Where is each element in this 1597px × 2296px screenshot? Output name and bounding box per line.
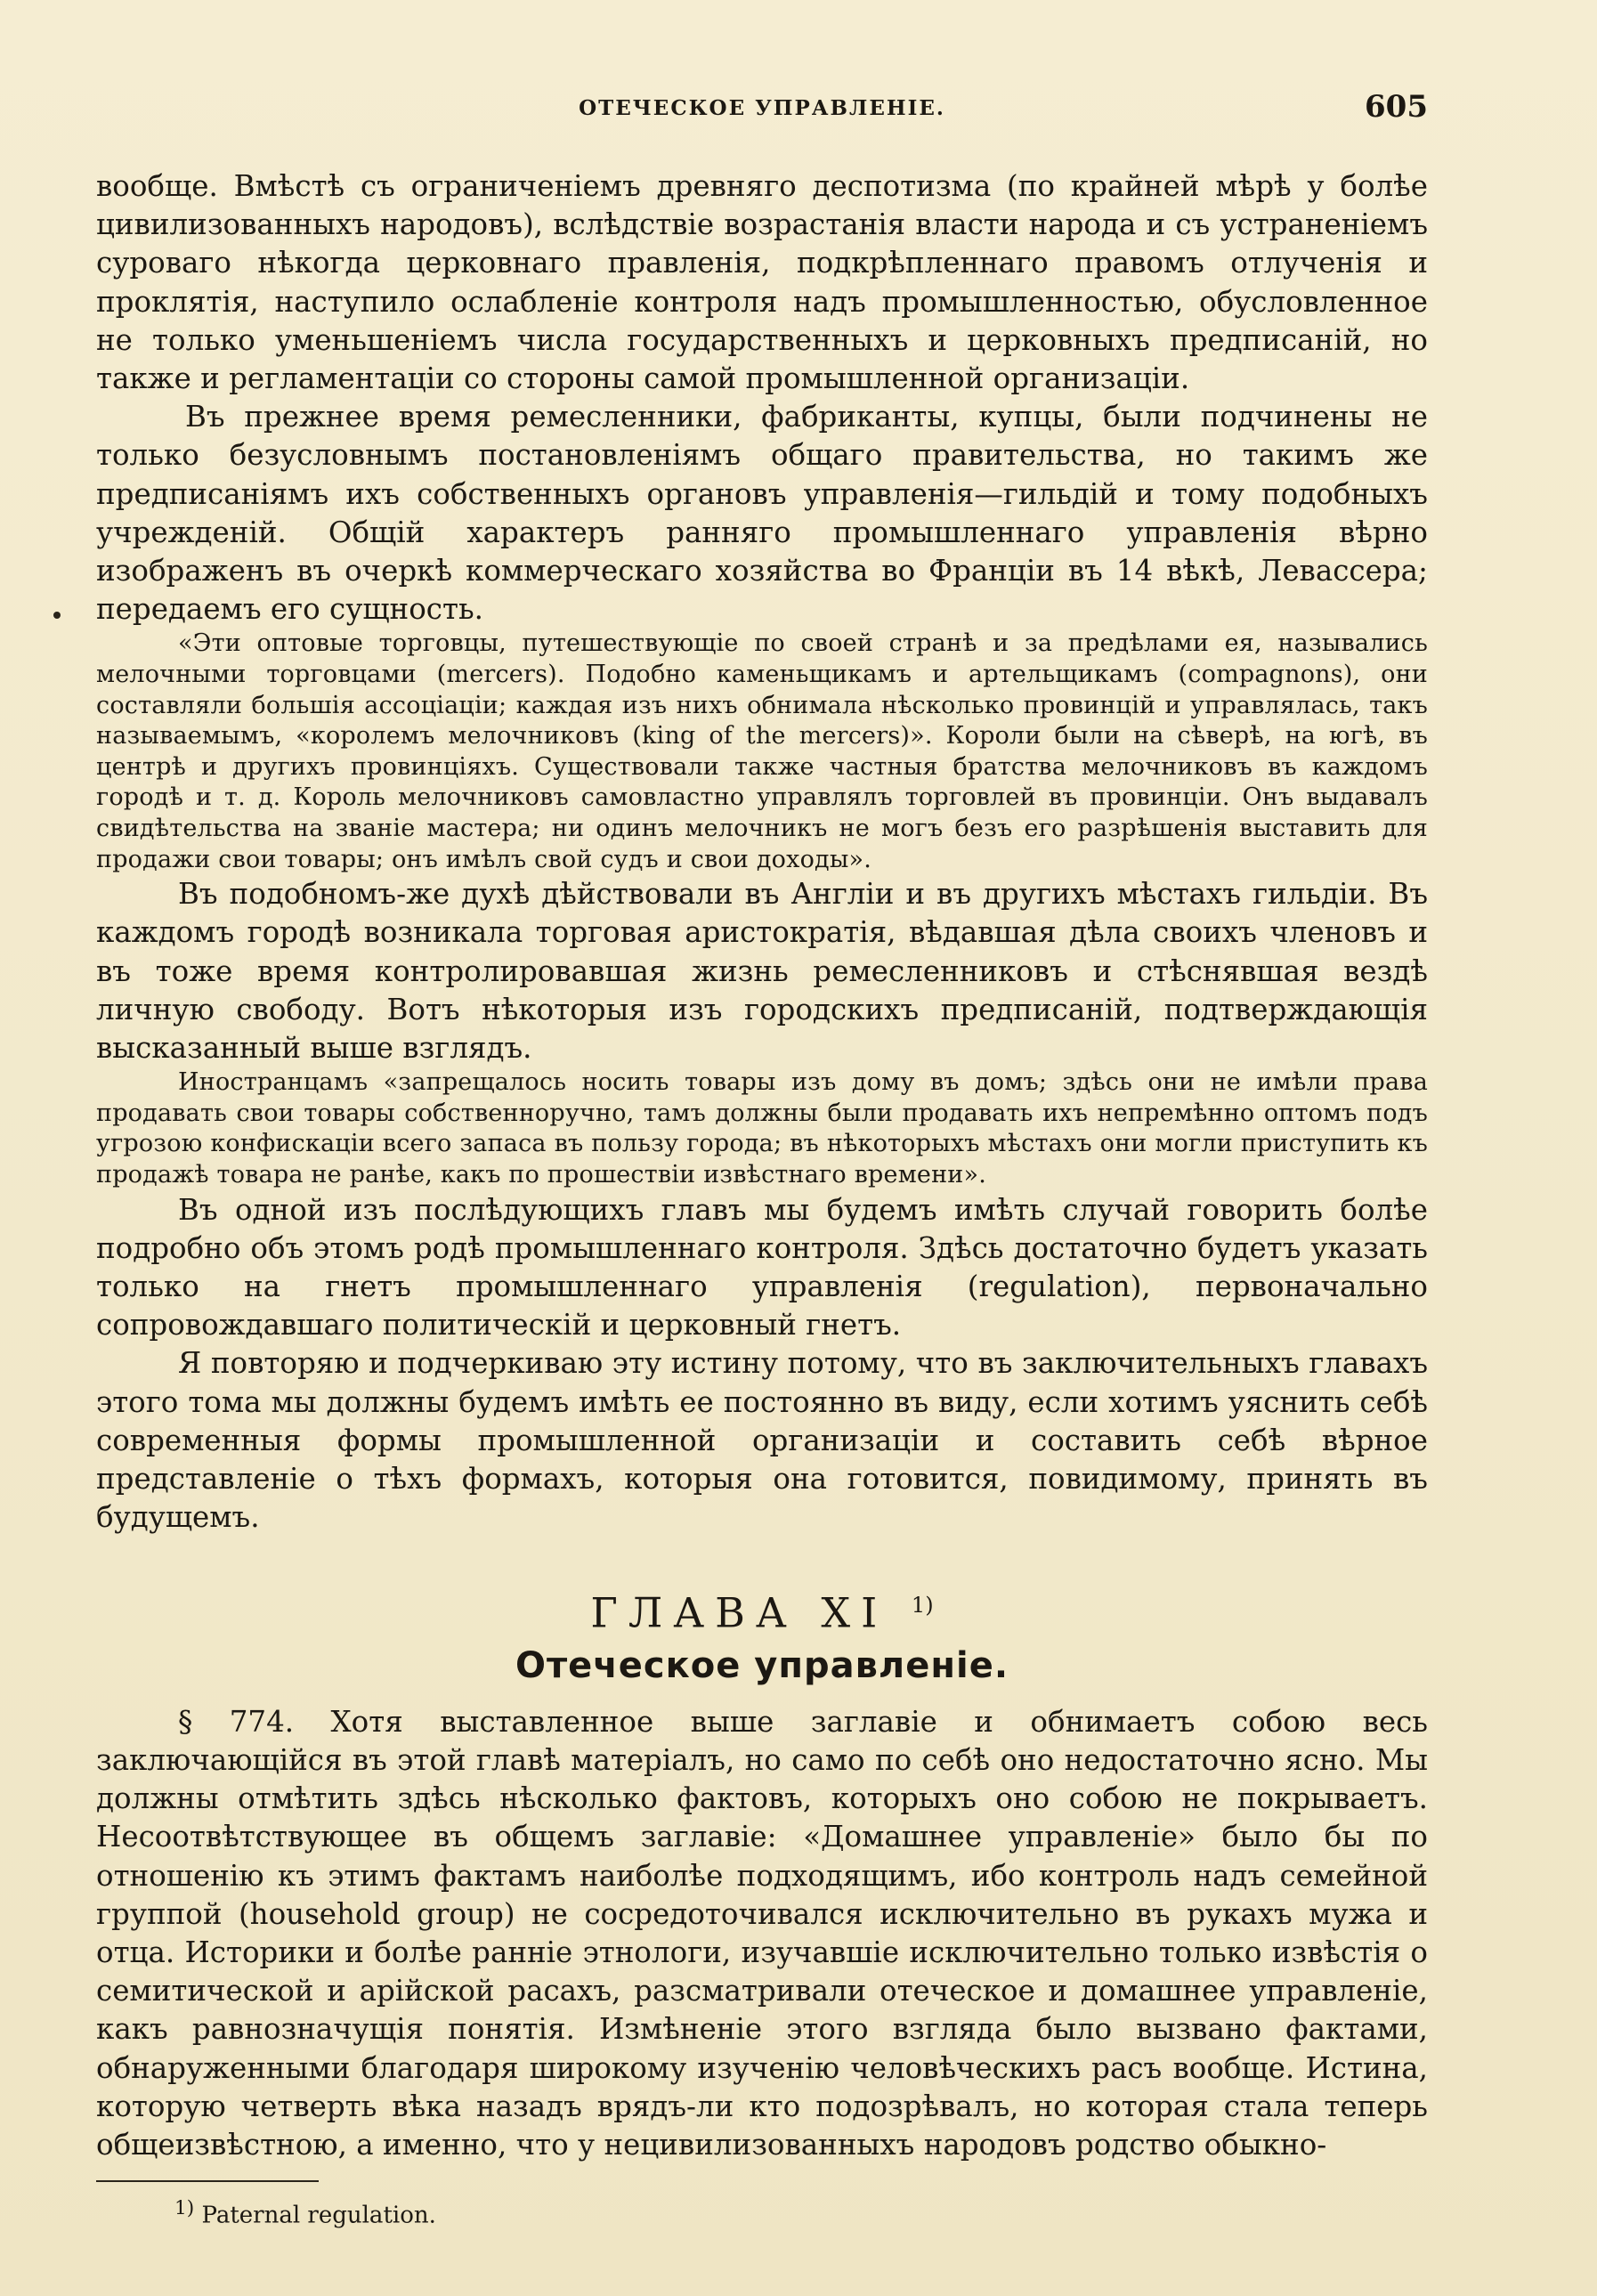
paragraph-england-guilds: Въ подобномъ-же духѣ дѣйствовали въ Англіи и въ другихъ мѣстахъ гильдіи. Въ каждомъ городѣ возникала торговая аристократія, вѣдавшая дѣла своихъ членовъ и въ тоже время контролировавшая жизнь ремесленниковъ и стѣснявшая вездѣ личную свободу. Вотъ нѣкоторыя изъ городскихъ предписаній, подтверждающія высказанный выше взглядъ. bbox=[96, 877, 1428, 1065]
footnote-marker: 1) bbox=[174, 2197, 195, 2220]
chapter-title-text: ГЛАВА XI bbox=[590, 1588, 888, 1637]
chapter-subtitle: Отеческое управленіе. bbox=[515, 1644, 1009, 1686]
paragraph-emphasis: Я повторяю и подчеркиваю эту истину потому, что въ заключительныхъ главахъ этого тома мы должны будемъ имѣть ее постоянно въ виду, если хотимъ уяснить себѣ современныя формы промышленной организаціи и составить себѣ вѣрное представленіе о тѣхъ формахъ, которыя она готовится, повидимому, принять въ будущемъ. bbox=[96, 1346, 1428, 1535]
footnote-rule bbox=[96, 2180, 319, 2182]
page-header bbox=[96, 89, 1428, 125]
page-body bbox=[96, 167, 1428, 2234]
paragraph-continuation: вообще. Вмѣстѣ съ ограниченіемъ древняго деспотизма (по крайней мѣрѣ у болѣе цивилизованныхъ народовъ), вслѣдствіе возрастанія власти народа и съ устраненіемъ суроваго нѣкогда церковнаго правленія, подкрѣпленнаго правомъ отлученія и проклятія, наступило ослабленіе контроля надъ промышленностью, обусловленное не только уменьшеніемъ числа государственныхъ и церковныхъ предписаній, но также и регламентаціи со стороны самой промышленной организаціи. bbox=[96, 169, 1428, 396]
footnote bbox=[96, 2191, 1428, 2234]
margin-dot-mark bbox=[53, 612, 61, 619]
paragraph-artisans: Въ прежнее время ремесленники, фабриканты, купцы, были подчинены не только безусловнымъ постановленіямъ общаго правительства, но такимъ же предписаніямъ ихъ собственныхъ органовъ управленія—гильдій и тому подобныхъ учрежденій. Общій характеръ ранняго промышленнаго управленія вѣрно изображенъ въ очеркѣ коммерческаго хозяйства во Франціи въ 14 вѣкѣ, Левассера; передаемъ его сущность. bbox=[96, 400, 1428, 627]
chapter-footnote-marker: 1) bbox=[911, 1593, 934, 1619]
footnote-text: Paternal regulation. bbox=[201, 2202, 436, 2229]
running-head: ОТЕЧЕСКОЕ УПРАВЛЕНІЕ. bbox=[579, 96, 945, 120]
paragraph-regulation: Въ одной изъ послѣдующихъ главъ мы будемъ имѣть случай говорить болѣе подробно объ этомъ родѣ промышленнаго контроля. Здѣсь достаточно будетъ указать только на гнетъ промышленнаго управленія (regulation), первоначально сопровождавшаго политическій и церковный гнетъ. bbox=[96, 1192, 1428, 1343]
quote-foreigners: Иностранцамъ «запрещалось носить товары изъ дому въ домъ; здѣсь они не имѣли права продавать свои товары собственноручно, тамъ должны были продавать ихъ непремѣнно оптомъ подъ угрозою конфискаціи всего запаса въ пользу города; въ нѣкоторыхъ мѣстахъ они могли приступить къ продажѣ товара не ранѣе, какъ по прошествіи извѣстнаго времени». bbox=[96, 1068, 1428, 1189]
page-number: 605 bbox=[1365, 89, 1428, 125]
chapter-title bbox=[96, 1578, 1428, 1640]
quote-levasseur: «Эти оптовые торговцы, путешествующіе по своей странѣ и за предѣлами ея, назывались мелочными торговцами (mercers). Подобно каменьщикамъ и артельщикамъ (compagnons), они составляли большія ассоціаціи; каждая изъ нихъ обнимала нѣсколько провинцій и управлялась, такъ называемымъ, «королемъ мелочниковъ (king of the mercers)». Короли были на сѣверѣ, на югѣ, въ центрѣ и другихъ провинціяхъ. Существовали также частныя братства мелочниковъ въ каждомъ городѣ и т. д. Король мелочниковъ самовластно управлялъ торговлей въ провинціи. Онъ выдавалъ свидѣтельства на званіе мастера; ни одинъ мелочникъ не могъ безъ его разрѣшенія выставить для продажи свои товары; онъ имѣлъ свой судъ и свои доходы». bbox=[96, 629, 1428, 873]
paragraph-section-774: § 774. Хотя выставленное выше заглавіе и обнимаетъ собою весь заключающійся въ этой главѣ матеріалъ, но само по себѣ оно недостаточно ясно. Мы должны отмѣтить здѣсь нѣсколько фактовъ, которыхъ оно собою не покрываетъ. Несоотвѣтствующее въ общемъ заглавіе: «Домашнее управленіе» было бы по отношенію къ этимъ фактамъ наиболѣе подходящимъ, ибо контроль надъ семейной группой (household group) не сосредоточивался исключительно въ рукахъ мужа и отца. Историки и болѣе ранніе этнологи, изучавшіе исключительно только извѣстія о семитической и арійской расахъ, разсматривали отеческое и домашнее управленіе, какъ равнозначущія понятія. Измѣненіе этого взгляда было вызвано фактами, обнаруженными благодаря широкому изученію человѣческихъ расъ вообще. Истина, которую четверть вѣка назадъ врядъ-ли кто подозрѣвалъ, но которая стала теперь общеизвѣстною, а именно, что у нецивилизованныхъ народовъ родство обыкно- bbox=[96, 1704, 1428, 2162]
